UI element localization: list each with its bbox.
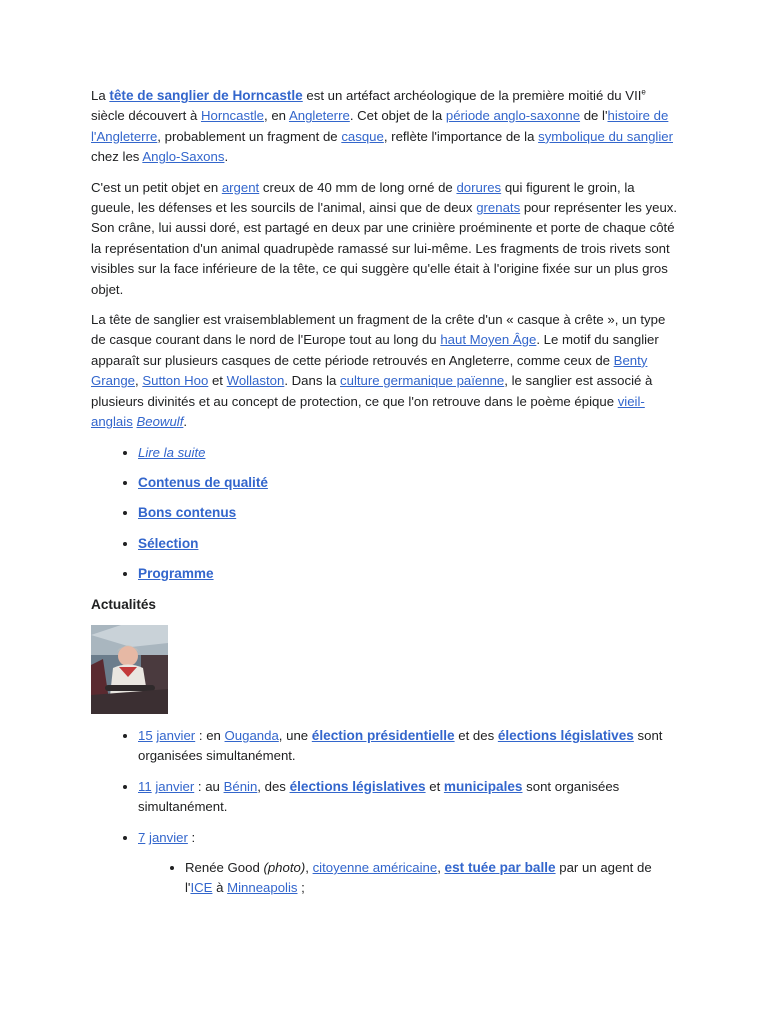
text: est un artéfact archéologique de la première moitié du VII — [302, 88, 642, 103]
text: siècle découvert à — [91, 108, 201, 124]
link-periode-anglo-saxonne[interactable]: période anglo-saxonne — [445, 108, 581, 124]
list-item — [138, 443, 681, 463]
link-minneapolis[interactable]: Minneapolis — [227, 880, 298, 896]
text: , des — [257, 778, 290, 794]
link-beowulf[interactable] — [136, 414, 183, 429]
link-symbolique-sanglier[interactable]: symbolique du sanglier — [538, 128, 673, 144]
text: : en — [195, 727, 225, 743]
news-heading: Actualités — [91, 596, 156, 612]
text: Renée Good — [185, 859, 264, 875]
text: et des — [454, 727, 498, 743]
link-grenats[interactable]: grenats — [476, 200, 521, 216]
text: , probablement un fragment de — [157, 128, 342, 144]
text: ; — [297, 880, 305, 896]
link-tuee-par-balle[interactable]: est tuée par balle — [444, 859, 556, 875]
news-photo[interactable] — [91, 625, 168, 714]
text: : — [187, 829, 196, 845]
link-citoyenne-americaine[interactable]: citoyenne américaine — [312, 859, 438, 875]
text: , — [305, 859, 313, 875]
intro-paragraph — [91, 86, 681, 168]
list-item — [138, 473, 681, 493]
text: chez les — [91, 149, 143, 165]
text: de l' — [580, 108, 608, 124]
link-tete-de-sanglier[interactable]: tête de sanglier de Horncastle — [109, 88, 303, 103]
link-benty-grange[interactable]: Benty Grange — [91, 352, 648, 389]
date-day-link[interactable]: 11 — [138, 778, 152, 794]
link-benin[interactable]: Bénin — [223, 778, 258, 794]
text: . Dans la — [284, 373, 341, 389]
news-subitem — [185, 858, 681, 899]
text: . Cet objet de la — [349, 108, 446, 124]
text: , — [135, 373, 143, 389]
link-municipales[interactable]: municipales — [443, 778, 523, 794]
beowulf-title: Beowulf — [136, 414, 184, 430]
text: sont organisées simultanément. — [138, 727, 663, 764]
text: C'est un petit objet en — [91, 179, 222, 195]
quality-content-link[interactable]: Contenus de qualité — [138, 474, 268, 490]
text: par un agent de l' — [185, 859, 652, 896]
superscript: e — [641, 87, 646, 97]
selection-link[interactable]: Sélection — [138, 535, 199, 551]
date-month-link[interactable]: janvier — [155, 778, 195, 794]
photo-note: (photo) — [263, 859, 306, 875]
text: qui figurent le groin, la gueule, les défenses et les sourcils de l'animal, ainsi que de deux — [91, 179, 635, 216]
more-links-list — [91, 443, 681, 585]
link-horncastle[interactable]: Horncastle — [200, 108, 265, 124]
link-vieil-anglais[interactable]: vieil-anglais — [91, 393, 645, 430]
programme-link[interactable]: Programme — [138, 566, 214, 582]
link-histoire-angleterre[interactable]: histoire de l'Angleterre — [91, 108, 669, 144]
description-paragraph — [91, 178, 681, 300]
text: . Le motif du sanglier apparaît sur plusieurs casques de cette période retrouvés en Angleterre, comme ceux de — [91, 332, 659, 368]
text: , une — [278, 727, 312, 743]
text: , le sanglier est associé à plusieurs divinités et au concept de protection, ce que l'on retrouve dans le poème épique — [91, 373, 653, 409]
text: sont organisées simultanément. — [138, 778, 620, 815]
news-item — [138, 777, 681, 818]
text: , — [437, 859, 445, 875]
link-anglo-saxons[interactable]: Anglo-Saxons — [142, 149, 225, 165]
text: : au — [194, 778, 224, 794]
link-haut-moyen-age[interactable]: haut Moyen Âge — [440, 332, 537, 348]
link-ice[interactable]: ICE — [190, 880, 213, 896]
text: et — [425, 778, 444, 794]
text: , reflète l'importance de la — [383, 128, 539, 144]
date-day-link[interactable]: 7 — [138, 829, 146, 845]
context-paragraph — [91, 310, 681, 432]
link-dorures[interactable]: dorures — [456, 179, 502, 195]
date-day-link[interactable]: 15 — [138, 727, 153, 743]
date-month-link[interactable]: janvier — [149, 829, 188, 845]
article-content — [91, 86, 681, 909]
text: . — [224, 149, 229, 165]
link-argent[interactable]: argent — [221, 179, 260, 195]
read-more-link[interactable] — [138, 445, 205, 460]
text: La tête de sanglier est vraisemblablement un fragment de la crête d'un « casque à crête », un type de casque courant dans le nord de l'Europe tout au long du — [91, 312, 666, 348]
list-item — [138, 534, 681, 554]
text: creux de 40 mm de long orné de — [259, 179, 457, 195]
link-elections-legislatives[interactable]: élections législatives — [289, 778, 426, 794]
news-sublist — [138, 858, 681, 899]
list-item — [138, 564, 681, 584]
text: La — [91, 88, 110, 103]
link-culture-germanique-paienne[interactable]: culture germanique païenne — [340, 373, 505, 389]
text: à — [212, 880, 228, 896]
text: et — [208, 373, 227, 389]
link-sutton-hoo[interactable]: Sutton Hoo — [142, 373, 209, 389]
link-casque[interactable]: casque — [341, 128, 384, 144]
list-item — [138, 503, 681, 523]
text: pour représenter les yeux. Son crâne, lui aussi doré, est partagé en deux par une crinière proéminente et porte de chaque côté la représentation d'un animal quadrupède ramassé sur lui-même. Les fragments de trois rivets sont visibles sur la face inférieure de la tête, ce qui suggère qu'elle était à l'origine fixée sur un plus gros objet. — [91, 200, 678, 297]
link-elections-legislatives[interactable]: élections législatives — [497, 727, 634, 743]
link-wollaston[interactable]: Wollaston — [226, 373, 285, 389]
text: . — [183, 414, 188, 430]
link-election-presidentielle[interactable]: élection présidentielle — [311, 727, 455, 743]
read-more-label: Lire la suite — [138, 444, 206, 460]
date-month-link[interactable]: janvier — [156, 727, 196, 743]
news-list — [91, 726, 681, 899]
text: , en — [264, 108, 289, 124]
good-content-link[interactable]: Bons contenus — [138, 505, 237, 521]
link-ouganda[interactable]: Ouganda — [224, 727, 279, 743]
link-angleterre[interactable]: Angleterre — [288, 108, 350, 124]
news-item — [138, 726, 681, 767]
news-item — [138, 828, 681, 899]
